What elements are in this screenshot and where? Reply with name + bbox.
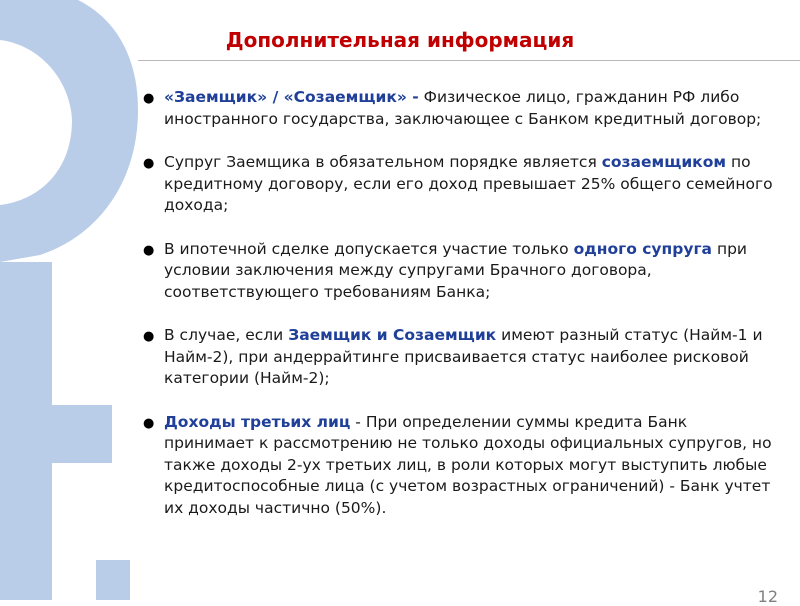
bullet-list (140, 87, 780, 519)
bullet-text: Физическое лицо, гражданин РФ либо иностранного государства, заключающее с Банком кредитный договор; (164, 88, 762, 128)
bullet-text: при условии заключения между супругами Брачного договора, соответствующего требованиям Банка; (164, 239, 747, 301)
bullet-text: - При определении суммы кредита Банк принимает к рассмотрению не только доходы официальных супругов, но также доходы 2-ух третьих лиц, в роли которых могут выступить любые кредитоспособные лица (с учетом возрастных ограничений) - Банк учтет их доходы частично (50%). (164, 412, 772, 517)
bullet-text: В случае, если (164, 326, 289, 344)
bullet-dot-icon: ● (143, 329, 155, 344)
bullet-text: по кредитному договору, если его доход превышает 25% общего семейного дохода; (164, 153, 773, 214)
bullet-highlight-text: «Заемщик» / «Созаемщик» - (164, 88, 419, 106)
bullet-item (140, 152, 780, 217)
bullet-text: В ипотечной сделке допускается участие только (164, 239, 574, 258)
bullet-dot-icon: ● (143, 242, 155, 258)
title-divider (138, 60, 800, 61)
bullet-highlight-text: Доходы третьих лиц (164, 412, 351, 431)
bullet-dot-icon: ● (143, 415, 155, 431)
bullet-item (140, 87, 780, 130)
bullet-dot-icon: ● (143, 91, 155, 106)
page-number: 12 (757, 587, 778, 606)
bullet-item (140, 325, 780, 390)
slide-title: Дополнительная информация (225, 28, 575, 52)
bullet-item (140, 412, 780, 520)
bullet-highlight-text: одного супруга (573, 239, 713, 258)
bullet-highlight-text: созаемщиком (601, 153, 727, 171)
bullet-text: имеют разный статус (Найм-1 и Найм-2), при андеррайтинге присваивается статус наиболее рисковой категории (Найм-2); (164, 326, 763, 387)
bullet-text: Супруг Заемщика в обязательном порядке является (164, 153, 602, 171)
bullet-item (140, 239, 780, 304)
bullet-highlight-text: Заемщик и Созаемщик (288, 326, 497, 344)
bullet-dot-icon: ● (143, 156, 155, 171)
